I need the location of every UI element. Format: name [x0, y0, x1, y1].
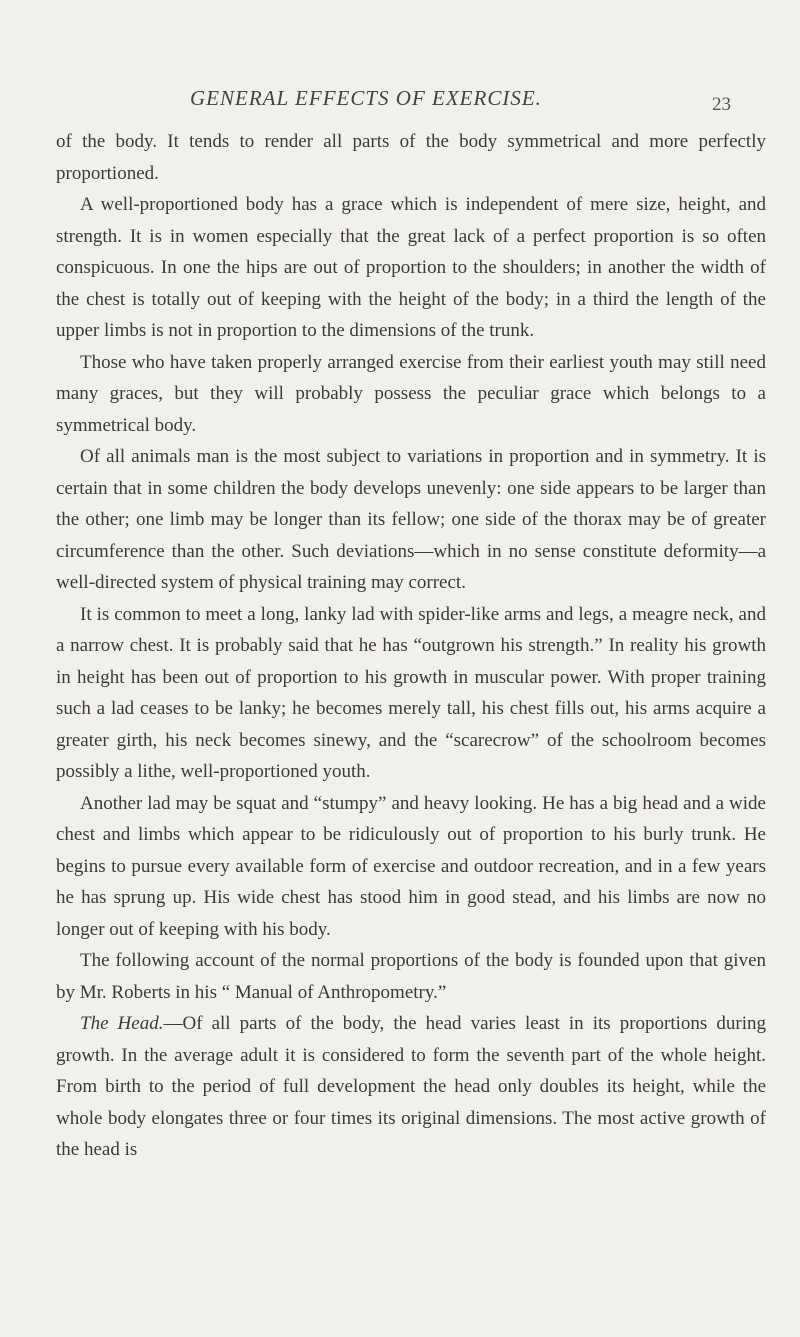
paragraph-7: The following account of the normal proportions of the body is founded upon that given by Mr. Roberts in his “ Manual of Anthropometry.”	[56, 950, 766, 1003]
paragraph-1: of the body. It tends to render all parts of the body symmetrical and more perfectly proportioned.	[56, 131, 766, 184]
paragraph-3: Those who have taken properly arranged exercise from their earliest youth may still need many graces, but they will probably possess the peculiar grace which belongs to a symmetrical body.	[56, 351, 766, 436]
body-text	[56, 126, 766, 1166]
paragraph-8	[56, 1008, 766, 1166]
section-lead-head: The Head.	[80, 1013, 164, 1034]
running-title: GENERAL EFFECTS OF EXERCISE.	[190, 86, 542, 110]
paragraph-2: A well-proportioned body has a grace which is independent of mere size, height, and strength. It is in women especially that the great lack of a perfect proportion is so often conspicuous. In one the hips are out of proportion to the shoulders; in another the width of the chest is totally out of keeping with the height of the body; in a third the length of the upper limbs is not in proportion to the dimensions of the trunk.	[56, 194, 766, 341]
paragraph-6: Another lad may be squat and “stumpy” and heavy looking. He has a big head and a wide chest and limbs which appear to be ridiculously out of proportion to his burly trunk. He begins to pursue every available form of exercise and outdoor recreation, and in a few years he has sprung up. His wide chest has stood him in good stead, and his limbs are now no longer out of keeping with his body.	[56, 792, 766, 940]
paragraph-5: It is common to meet a long, lanky lad with spider-like arms and legs, a meagre neck, and a narrow chest. It is probably said that he has “outgrown his strength.” In reality his growth in height has been out of proportion to his growth in muscular power. With proper training such a lad ceases to be lanky; he becomes merely tall, his chest fills out, his arms acquire a greater girth, his neck becomes sinewy, and the “scarecrow” of the schoolroom becomes possibly a lithe, well-proportioned youth.	[56, 603, 766, 782]
running-head	[0, 86, 800, 116]
paragraph-4: Of all animals man is the most subject to variations in proportion and in symmetry. It is certain that in some children the body develops unevenly: one side appears to be larger than the other; one limb may be longer than its fellow; one side of the thorax may be of greater circumference than the other. Such deviations—which in no sense constitute deformity—a well-directed system of physical training may correct.	[56, 446, 766, 593]
paragraph-8-text: —Of all parts of the body, the head varies least in its proportions during growth. In the average adult it is considered to form the seventh part of the whole height. From birth to the period of full development the head only doubles its height, while the whole body elongates three or four times its original dimensions. The most active growth of the head is	[56, 1013, 766, 1160]
page-number: 23	[712, 94, 731, 115]
